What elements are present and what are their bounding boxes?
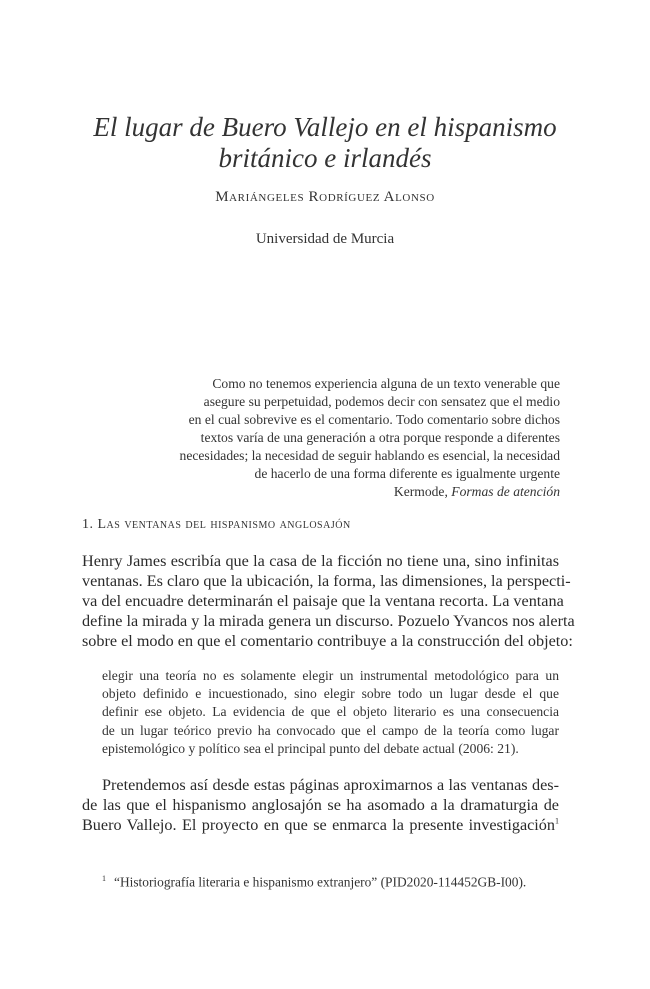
- paragraph-line: define la mirada y la mirada genera un discurso. Pozuelo Yvancos nos alerta: [82, 611, 575, 630]
- epigraph: [140, 375, 560, 501]
- epigraph-line: necesidades; la necesidad de seguir hablando es esencial, la necesidad: [179, 448, 560, 463]
- quote-line: objeto definido e incuestionado, sino elegir sobre todo un lugar desde el que: [102, 686, 559, 702]
- paragraph-line: de las que el hispanismo anglosajón se ha asomado a la dramaturgia de: [82, 795, 559, 814]
- paragraph-line: Pretendemos así desde estas páginas aproximarnos a las ventanas des-: [102, 776, 559, 794]
- footnote: [102, 874, 572, 890]
- paragraph-text: Buero Vallejo. El proyecto en que se enmarca la presente investigación: [82, 815, 555, 834]
- footnote-reference[interactable]: 1: [555, 816, 559, 826]
- block-quote: [102, 667, 559, 758]
- author-affiliation: Universidad de Murcia: [255, 231, 395, 247]
- paragraph-1: [82, 552, 575, 652]
- epigraph-source-author: Kermode,: [393, 484, 452, 499]
- quote-line: definir ese objeto. La evidencia de que el objeto literario es una consecuencia: [102, 704, 559, 720]
- epigraph-line: textos varía de una generación a otra porque responde a diferentes: [200, 430, 560, 445]
- epigraph-line: asegure su perpetuidad, podemos decir con sensatez que el medio: [203, 394, 560, 409]
- paragraph-line: va del encuadre determinarán el paisaje que la ventana recorta. La ventana: [82, 591, 564, 610]
- quote-line: elegir una teoría no es solamente elegir un instrumental metodológico para un: [102, 668, 559, 683]
- paragraph-line: Henry James escribía que la casa de la ficción no tiene una, sino infinitas: [82, 552, 559, 570]
- section-heading: 1. Las ventanas del hispanismo anglosajón: [82, 517, 351, 532]
- epigraph-line: en el cual sobrevive es el comentario. Todo comentario sobre dichos: [188, 412, 560, 427]
- title-line: británico e irlandés: [218, 143, 432, 173]
- epigraph-line: de hacerlo de una forma diferente es igualmente urgente: [254, 466, 560, 481]
- paragraph-line: sobre el modo en que el comentario contribuye a la construcción del objeto:: [82, 631, 573, 650]
- paragraph-line: ventanas. Es claro que la ubicación, la forma, las dimensiones, la perspecti-: [82, 571, 571, 590]
- quote-line: epistemológico y político sea el principal punto del debate actual (2006: 21).: [102, 740, 519, 756]
- paragraph-2: [82, 776, 559, 836]
- title-line: El lugar de Buero Vallejo en el hispanismo: [93, 112, 557, 142]
- footnote-number: 1: [102, 874, 106, 883]
- epigraph-source-title: Formas de atención: [451, 484, 560, 499]
- paragraph-line: [82, 816, 559, 836]
- epigraph-source: [140, 483, 560, 501]
- epigraph-line: Como no tenemos experiencia alguna de un texto venerable que: [212, 376, 560, 391]
- footnote-text: “Historiografía literaria e hispanismo extranjero” (PID2020-114452GB-I00).: [114, 874, 527, 890]
- author-name: Mariángeles Rodríguez Alonso: [215, 189, 435, 205]
- quote-line: de un lugar teórico previo ha convocado que el campo de la teoría como lugar: [102, 722, 559, 738]
- article-title: [60, 112, 590, 174]
